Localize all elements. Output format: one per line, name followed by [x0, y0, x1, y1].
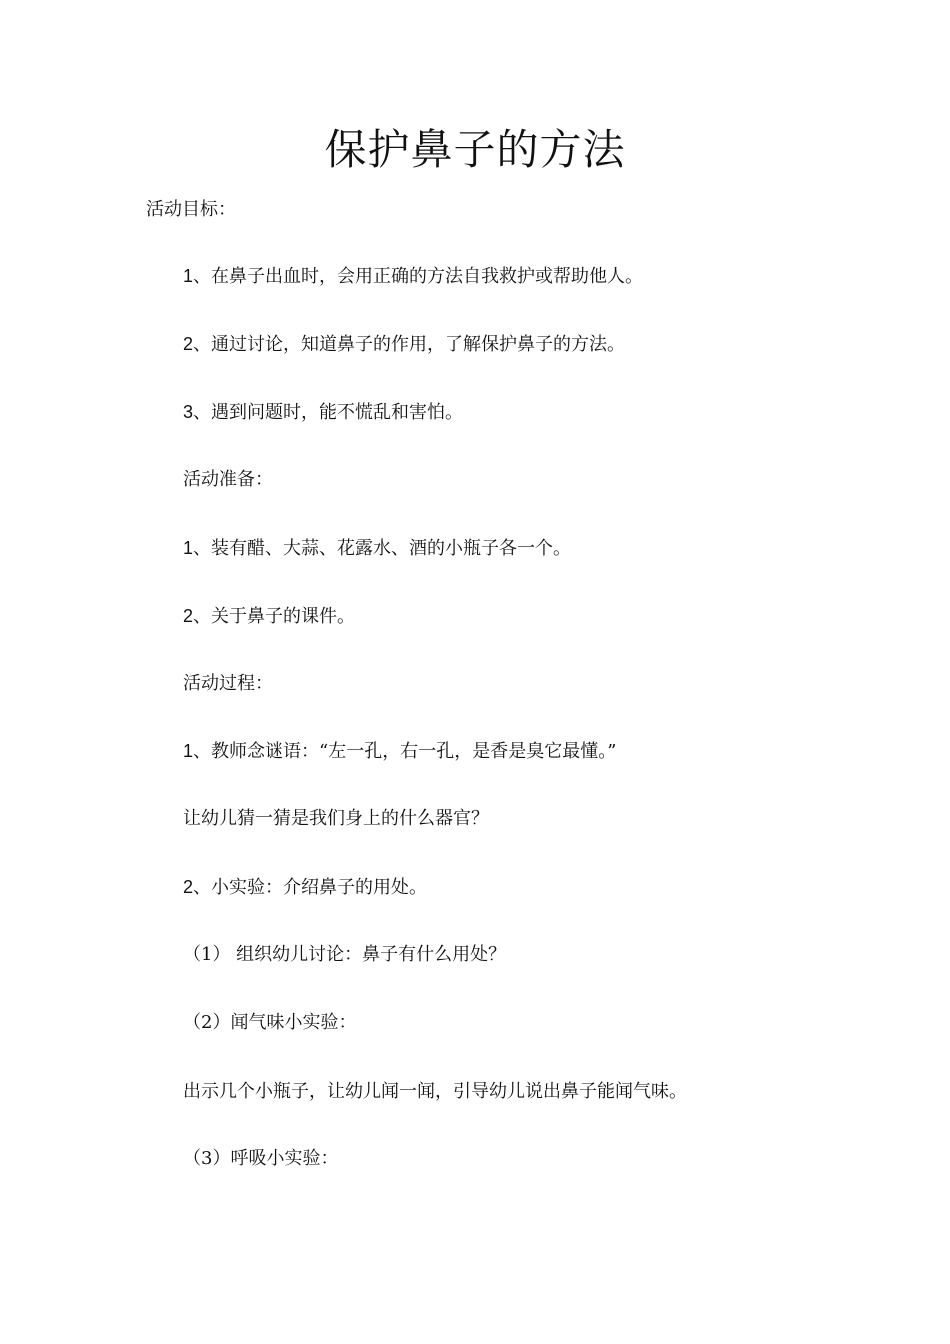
- line-text: （1） 组织幼儿讨论：鼻子有什么用处？: [183, 944, 507, 965]
- item-number: 2: [183, 877, 194, 897]
- goal-item-2: [183, 330, 625, 359]
- line-text: 、关于鼻子的课件。: [193, 606, 356, 627]
- process-subitem-1: [183, 941, 506, 969]
- section-heading-process: [183, 670, 273, 698]
- section-heading-preparation: [183, 466, 273, 494]
- process-item-2: [183, 873, 427, 902]
- line-text: （3）呼吸小实验：: [183, 1148, 339, 1169]
- line-text: 活动准备：: [183, 469, 273, 490]
- item-number: 1: [183, 266, 194, 286]
- line-text: 、遇到问题时，能不慌乱和害怕。: [193, 402, 464, 423]
- item-number: 2: [183, 606, 194, 626]
- line-text: （2）闻气味小实验：: [183, 1012, 357, 1033]
- line-text: 、通过讨论，知道鼻子的作用，了解保护鼻子的方法。: [193, 334, 626, 355]
- process-subitem-2: [183, 1009, 356, 1037]
- section-heading-goals: [146, 196, 236, 224]
- document-title: 保护鼻子的方法: [324, 125, 626, 174]
- item-number: 2: [183, 334, 194, 354]
- item-number: 1: [183, 538, 194, 558]
- goal-item-3: [183, 398, 463, 427]
- line-text: 出示几个小瓶子，让幼儿闻一闻，引导幼儿说出鼻子能闻气味。: [183, 1081, 687, 1102]
- preparation-item-2: [183, 602, 355, 631]
- line-text: 、教师念谜语：“左一孔，右一孔，是香是臭它最懂。”: [193, 741, 617, 762]
- line-text: 、装有醋、大蒜、花露水、酒的小瓶子各一个。: [193, 538, 572, 559]
- process-subitem-3: [183, 1145, 338, 1173]
- line-text: 让幼儿猜一猜是我们身上的什么器官？: [183, 808, 489, 829]
- preparation-item-1: [183, 534, 571, 563]
- line-text: 活动目标：: [146, 199, 236, 220]
- line-text: 活动过程：: [183, 673, 273, 694]
- process-item-1: [183, 737, 616, 766]
- line-text: 、在鼻子出血时，会用正确的方法自我救护或帮助他人。: [193, 266, 644, 287]
- line-text: 、小实验：介绍鼻子的用处。: [193, 877, 428, 898]
- item-number: 1: [183, 741, 194, 761]
- process-text-smell-experiment: [183, 1078, 687, 1106]
- item-number: 3: [183, 402, 194, 422]
- process-text-riddle-question: [183, 805, 489, 833]
- goal-item-1: [183, 262, 643, 291]
